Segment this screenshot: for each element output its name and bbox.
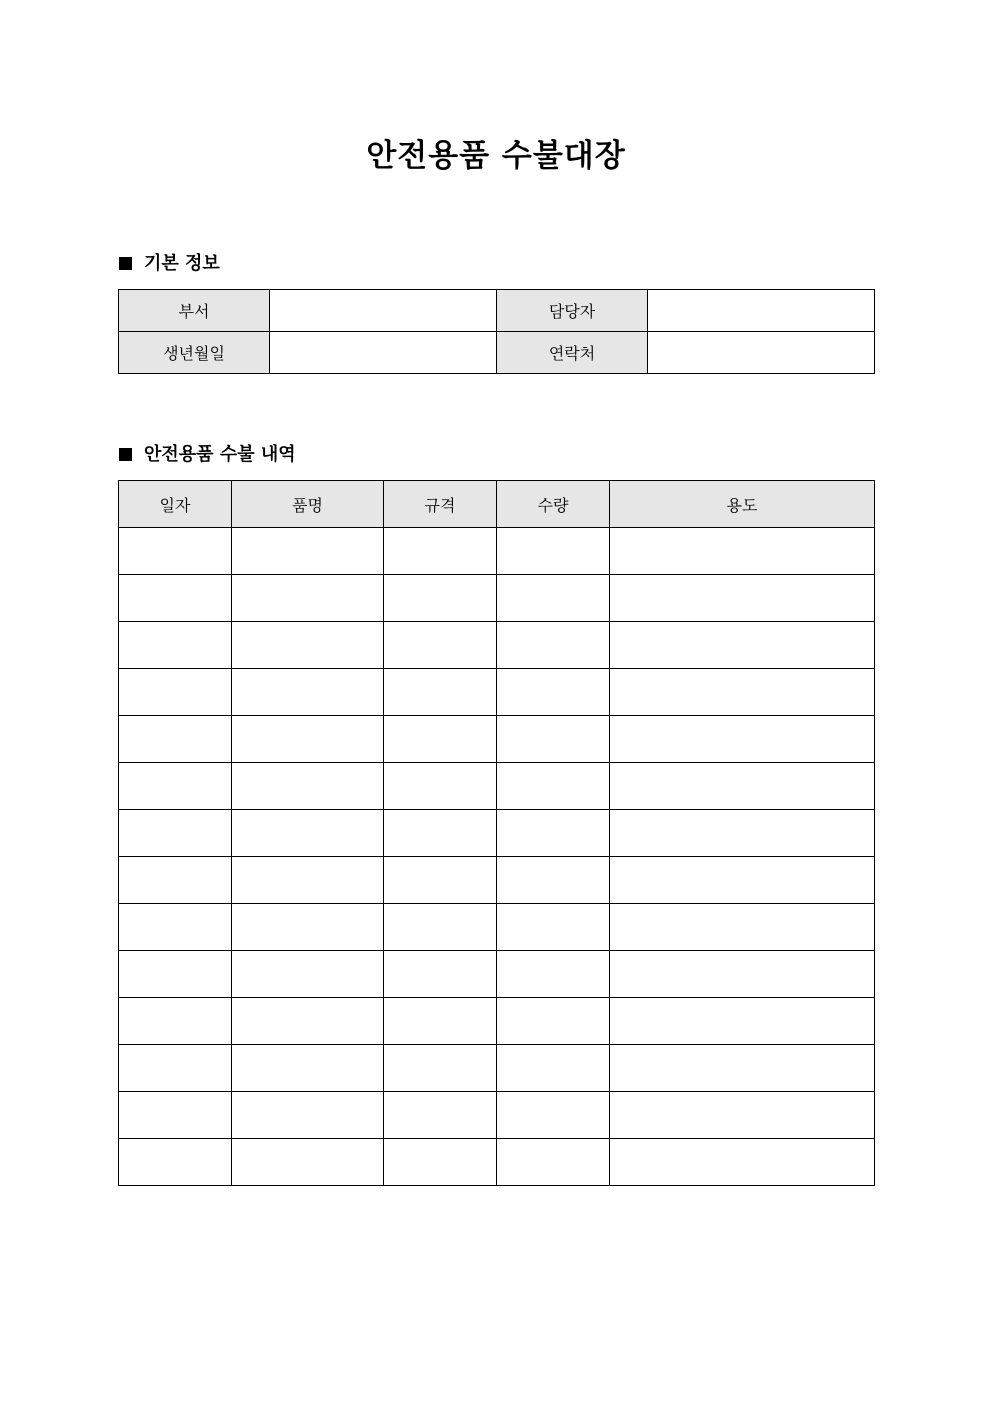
table-row [119,1045,875,1092]
table-cell[interactable] [119,810,232,857]
table-cell[interactable] [384,810,497,857]
table-row [119,622,875,669]
table-cell[interactable] [232,575,384,622]
basic-info-value-field[interactable] [270,332,497,374]
table-cell[interactable] [610,857,875,904]
table-cell[interactable] [384,763,497,810]
table-cell[interactable] [119,998,232,1045]
table-cell[interactable] [384,669,497,716]
table-cell[interactable] [384,951,497,998]
basic-info-label: 연락처 [497,332,648,374]
table-cell[interactable] [119,857,232,904]
table-cell[interactable] [497,998,610,1045]
table-cell[interactable] [119,904,232,951]
table-row [119,669,875,716]
basic-info-label: 생년월일 [119,332,270,374]
basic-info-value-field[interactable] [270,290,497,332]
table-row [119,810,875,857]
table-cell[interactable] [119,1092,232,1139]
table-row [119,1139,875,1186]
table-row [119,998,875,1045]
basic-info-value-field[interactable] [648,332,875,374]
table-cell[interactable] [232,951,384,998]
table-cell[interactable] [232,1092,384,1139]
table-cell[interactable] [119,763,232,810]
table-cell[interactable] [610,669,875,716]
table-cell[interactable] [384,1139,497,1186]
table-row [119,1092,875,1139]
table-cell[interactable] [497,763,610,810]
table-cell[interactable] [497,857,610,904]
table-cell[interactable] [119,1139,232,1186]
table-row [119,716,875,763]
column-header: 수량 [497,481,610,528]
basic-info-table [118,289,875,374]
table-cell[interactable] [610,998,875,1045]
table-cell[interactable] [384,716,497,763]
table-cell[interactable] [497,622,610,669]
records-table [118,480,875,1186]
table-cell[interactable] [610,763,875,810]
table-cell[interactable] [384,622,497,669]
table-row [119,763,875,810]
table-cell[interactable] [497,575,610,622]
table-cell[interactable] [232,810,384,857]
table-cell[interactable] [497,1045,610,1092]
table-row [119,575,875,622]
records-heading-text: 안전용품 수불 내역 [144,444,296,465]
table-row [119,528,875,575]
table-cell[interactable] [384,1092,497,1139]
table-cell[interactable] [610,1139,875,1186]
table-cell[interactable] [610,575,875,622]
table-cell[interactable] [119,951,232,998]
basic-info-label: 담당자 [497,290,648,332]
square-bullet-icon [119,257,132,270]
table-cell[interactable] [610,810,875,857]
column-header: 품명 [232,481,384,528]
table-cell[interactable] [119,669,232,716]
table-cell[interactable] [384,1045,497,1092]
table-cell[interactable] [497,669,610,716]
table-cell[interactable] [497,528,610,575]
records-heading [119,443,296,467]
table-cell[interactable] [497,951,610,998]
table-cell[interactable] [119,716,232,763]
table-cell[interactable] [232,857,384,904]
table-row [119,857,875,904]
column-header: 용도 [610,481,875,528]
table-cell[interactable] [497,810,610,857]
table-cell[interactable] [232,1139,384,1186]
table-cell[interactable] [119,1045,232,1092]
table-cell[interactable] [232,904,384,951]
table-cell[interactable] [497,904,610,951]
basic-info-label: 부서 [119,290,270,332]
table-cell[interactable] [497,1139,610,1186]
table-cell[interactable] [232,716,384,763]
table-cell[interactable] [119,622,232,669]
table-cell[interactable] [232,622,384,669]
records-header-row [119,481,875,528]
table-cell[interactable] [610,716,875,763]
page-title: 안전용품 수불대장 [366,138,626,174]
basic-info-value-field[interactable] [648,290,875,332]
basic-info-row [119,332,875,374]
table-cell[interactable] [384,575,497,622]
table-cell[interactable] [610,1045,875,1092]
basic-info-heading-text: 기본 정보 [144,253,220,274]
table-cell[interactable] [232,669,384,716]
table-cell[interactable] [610,1092,875,1139]
table-cell[interactable] [232,528,384,575]
square-bullet-icon [119,448,132,461]
table-cell[interactable] [384,904,497,951]
basic-info-row [119,290,875,332]
table-cell[interactable] [119,575,232,622]
table-cell[interactable] [232,1045,384,1092]
table-cell[interactable] [232,763,384,810]
table-cell[interactable] [232,998,384,1045]
column-header: 일자 [119,481,232,528]
table-cell[interactable] [610,528,875,575]
basic-info-heading [119,252,220,276]
table-row [119,904,875,951]
table-cell[interactable] [610,622,875,669]
table-cell[interactable] [497,716,610,763]
table-cell[interactable] [497,1092,610,1139]
table-cell[interactable] [384,998,497,1045]
table-cell[interactable] [119,528,232,575]
table-cell[interactable] [610,904,875,951]
table-cell[interactable] [610,951,875,998]
table-row [119,951,875,998]
table-cell[interactable] [384,857,497,904]
table-cell[interactable] [384,528,497,575]
column-header: 규격 [384,481,497,528]
